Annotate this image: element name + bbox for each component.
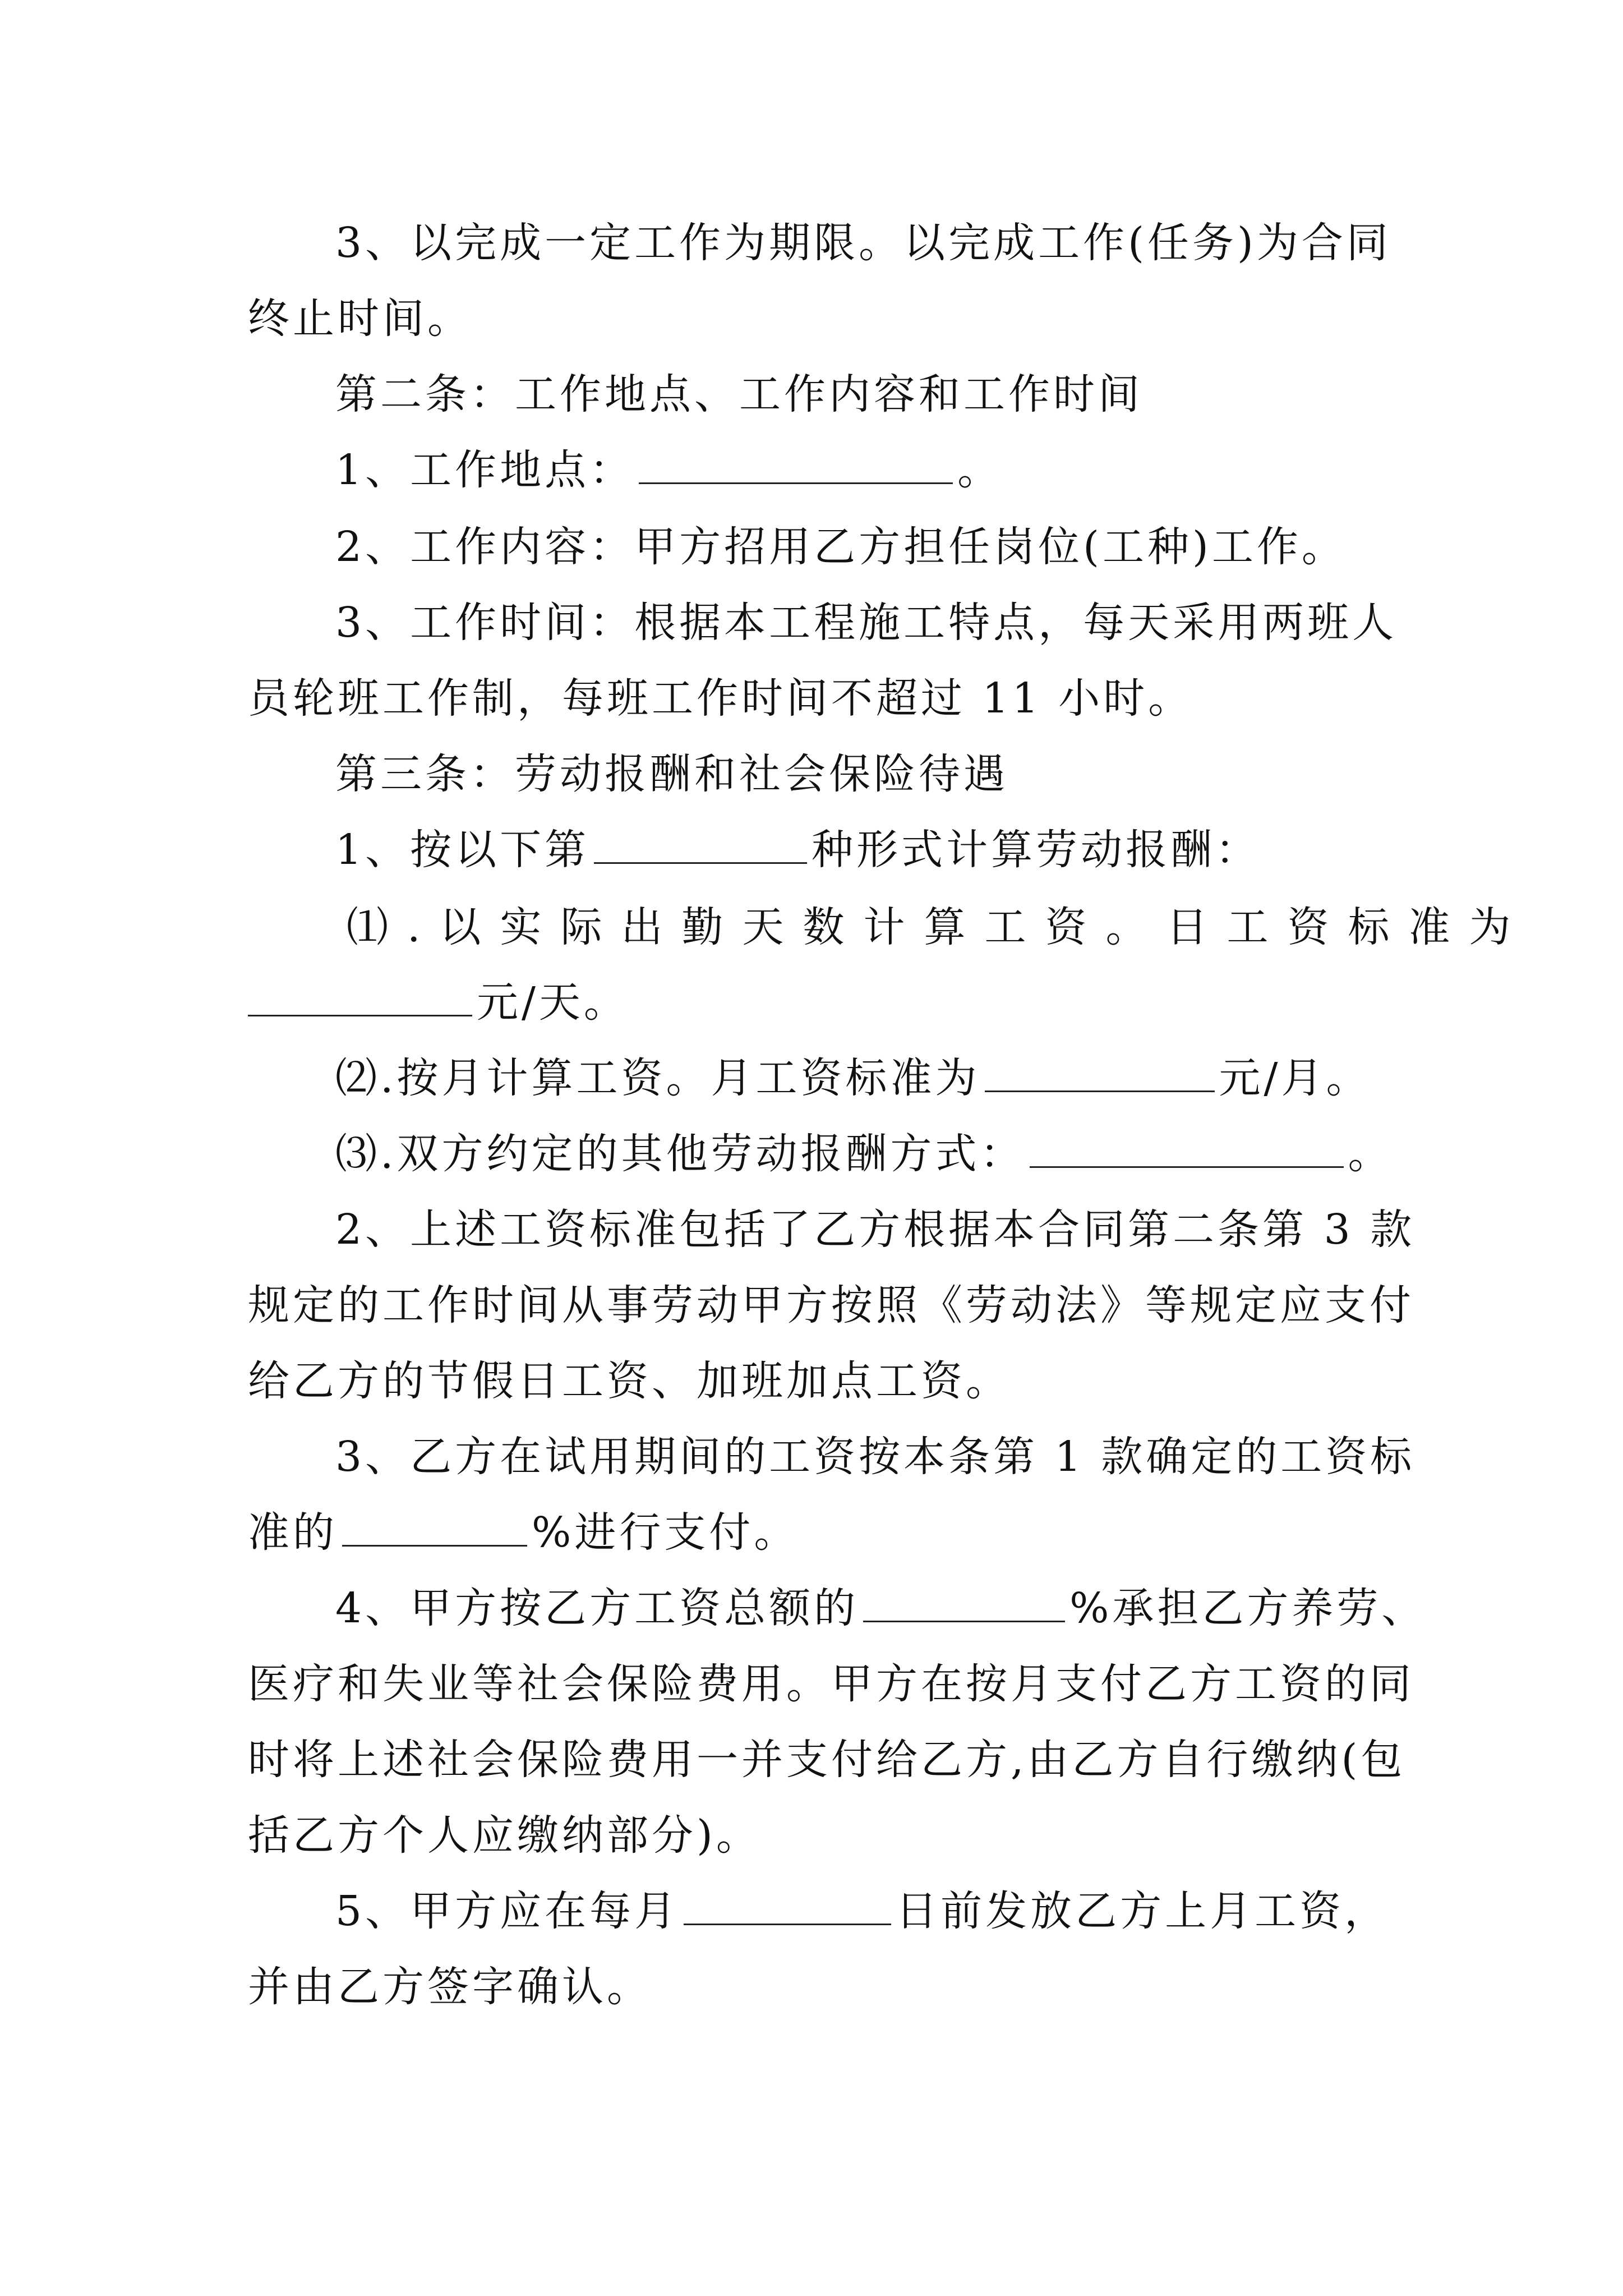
- line-text-after: 日前发放乙方上月工资，: [896, 1887, 1390, 1935]
- line-text: 1、工作地点：: [335, 446, 635, 494]
- line-text: 5、甲方应在每月: [335, 1887, 680, 1935]
- paragraph-line: [0, 586, 1623, 659]
- paragraph-line: [0, 1420, 1623, 1493]
- paragraph-line: [0, 1950, 1623, 2023]
- line-text: 第二条：工作地点、工作内容和工作时间: [335, 370, 1143, 418]
- line-text: 员轮班工作制，每班工作时间不超过 11 小时。: [248, 674, 1193, 723]
- line-text-after: 。: [1348, 1130, 1393, 1178]
- line-text: 给乙方的节假日工资、加班加点工资。: [248, 1357, 1011, 1405]
- paragraph-line: [0, 206, 1623, 279]
- line-text-after: %承担乙方养劳、: [1069, 1584, 1427, 1632]
- paragraph-line: [0, 282, 1623, 355]
- paragraph-line: [0, 1572, 1623, 1645]
- fill-blank-work-location[interactable]: [639, 443, 953, 484]
- line-text: 准的: [248, 1508, 338, 1557]
- paragraph-line: [0, 1799, 1623, 1872]
- line-text: 2、工作内容：甲方招用乙方担任岗位(工种)工作。: [335, 523, 1347, 571]
- line-text: 第三条：劳动报酬和社会保险待遇: [335, 750, 1008, 798]
- line-text-after: 。: [957, 446, 1003, 494]
- line-text: 括乙方个人应缴纳部分)。: [248, 1811, 761, 1860]
- paragraph-line: [0, 1193, 1623, 1266]
- line-text: 3、乙方在试用期间的工资按本条第 1 款确定的工资标: [335, 1433, 1415, 1481]
- line-text: ⑵.按月计算工资。月工资标准为: [335, 1054, 980, 1102]
- fill-blank-probation-percent[interactable]: [342, 1506, 527, 1547]
- line-text: 时将上述社会保险费用一并支付给乙方,由乙方自行缴纳(包: [248, 1736, 1406, 1784]
- line-text: 并由乙方签字确认。: [248, 1963, 652, 2011]
- line-text: 1、按以下第: [335, 826, 590, 874]
- fill-blank-daily-wage[interactable]: [248, 976, 472, 1016]
- line-text: ⑴.以实际出勤天数计算工资。日工资标准为: [347, 903, 1530, 951]
- line-text: 规定的工作时间从事劳动甲方按照《劳动法》等规定应支付: [248, 1281, 1414, 1329]
- section-heading: [0, 738, 1623, 811]
- line-text: ⑶.双方约定的其他劳动报酬方式：: [335, 1130, 1025, 1178]
- paragraph-line: [0, 1496, 1623, 1569]
- paragraph-line: [0, 1042, 1623, 1115]
- paragraph-line: [0, 1875, 1623, 1948]
- fill-blank-pay-form[interactable]: [594, 823, 807, 864]
- line-text-after: 种形式计算劳动报酬：: [811, 826, 1261, 874]
- line-text: 医疗和失业等社会保险费用。甲方在按月支付乙方工资的同: [248, 1660, 1414, 1708]
- paragraph-line: [0, 1723, 1623, 1796]
- paragraph-line: [0, 1345, 1623, 1418]
- line-text-after: 元/月。: [1219, 1054, 1371, 1102]
- fill-blank-other-pay-method[interactable]: [1030, 1127, 1344, 1168]
- line-text-after: 元/天。: [477, 978, 629, 1027]
- paragraph-line: [0, 662, 1623, 735]
- line-text: 4、甲方按乙方工资总额的: [335, 1584, 859, 1632]
- line-text-after: %进行支付。: [532, 1508, 799, 1557]
- paragraph-line: [0, 434, 1623, 507]
- fill-blank-pay-day[interactable]: [684, 1884, 891, 1925]
- line-text: 3、工作时间：根据本工程施工特点，每天采用两班人: [335, 599, 1398, 647]
- paragraph-line: [0, 510, 1623, 583]
- paragraph-line: [0, 1117, 1623, 1190]
- fill-blank-insurance-percent[interactable]: [863, 1581, 1065, 1622]
- paragraph-line: [0, 1648, 1623, 1720]
- line-text: 3、以完成一定工作为期限。以完成工作(任务)为合同: [335, 219, 1391, 267]
- section-heading: [0, 358, 1623, 431]
- line-text: 2、上述工资标准包括了乙方根据本合同第二条第 3 款: [335, 1205, 1415, 1254]
- paragraph-line: [0, 813, 1623, 886]
- paragraph-line: [0, 966, 1623, 1039]
- paragraph-line: [0, 891, 1623, 964]
- line-text: 终止时间。: [248, 295, 472, 343]
- fill-blank-monthly-wage[interactable]: [985, 1051, 1215, 1092]
- paragraph-line: [0, 1269, 1623, 1342]
